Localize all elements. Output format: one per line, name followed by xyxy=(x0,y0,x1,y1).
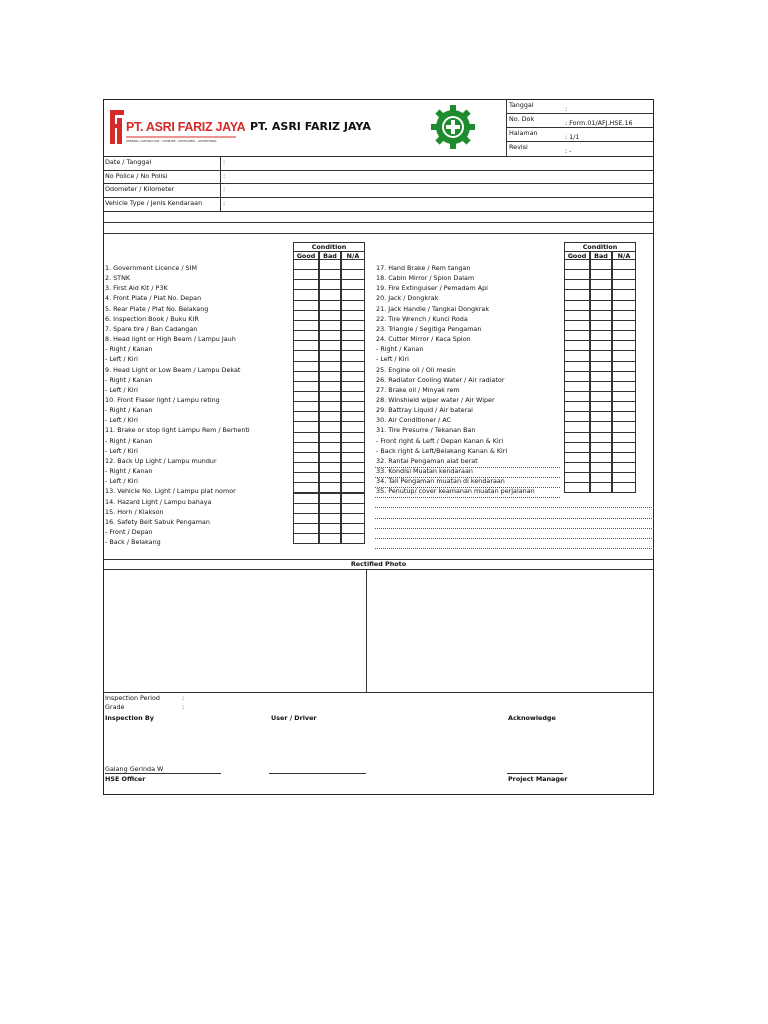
divider xyxy=(103,692,654,693)
checklist-item: 6. Inspection Book / Buku KIR xyxy=(105,314,199,323)
checklist-item: - Right / Kanan xyxy=(376,345,424,354)
checklist-item: 27. Brake oil / Minyak rem xyxy=(376,385,460,394)
divider xyxy=(375,497,560,498)
checklist-item: - Left / Kiri xyxy=(376,355,409,364)
checklist-item: - Left / Kiri xyxy=(105,446,138,455)
divider xyxy=(103,156,654,157)
divider xyxy=(375,487,560,488)
inspection-period-value[interactable]: : xyxy=(182,694,185,702)
checklist-item: 14. Hazard Light / Lampu bahaya xyxy=(105,497,212,506)
checklist-item: 30. Air Conditioner / AC xyxy=(376,416,451,425)
checklist-item: 23. Triangle / Segitiga Pengaman xyxy=(376,324,482,333)
doc-meta-label: Halaman xyxy=(509,129,538,137)
inspector-role: HSE Officer xyxy=(105,775,146,783)
checklist-item: - Front / Depan xyxy=(105,527,153,536)
checklist-item: 12. Back Up Light / Lampu mundur xyxy=(105,456,217,465)
checklist-item: 28. Winshield wiper water / Air Wiper xyxy=(376,396,495,404)
checklist-item: - Right / Kanan xyxy=(105,436,153,445)
divider xyxy=(506,127,654,128)
safety-cross-icon xyxy=(430,104,476,154)
checklist-item: 21. Jack Handle / Tangkai Dongkrak xyxy=(376,304,490,313)
checklist-item: 32. Rantai Pengaman alat berat xyxy=(376,456,478,465)
divider xyxy=(103,233,654,234)
divider xyxy=(103,197,654,198)
logo-text: PT. ASRI FARIZ JAYA xyxy=(126,120,246,134)
checklist-item: - Back / Belakang xyxy=(105,538,161,546)
grade-value[interactable]: : xyxy=(182,703,185,711)
checklist-item: - Right / Kanan xyxy=(105,375,153,384)
checklist-item: 22. Tire Wrench / Kunci Roda xyxy=(376,314,468,323)
vehicle-info-value[interactable]: : xyxy=(223,158,226,166)
vehicle-info-label: Date / Tanggal xyxy=(105,158,152,166)
company-logo xyxy=(108,108,246,150)
divider xyxy=(375,528,654,529)
condition-col-label: N/A xyxy=(617,252,631,260)
checklist-item: - Front right & Left / Depan Kanan & Kiri xyxy=(376,436,504,445)
checklist-item: 31. Tire Presurre / Tekanan Ban xyxy=(376,426,476,435)
doc-meta-value: : xyxy=(565,105,568,113)
checklist-item: 20. Jack / Dongkrak xyxy=(376,294,439,303)
checklist-item: 18. Cabin Mirror / Spion Dalam xyxy=(376,274,475,283)
rectified-photo-title: Rectified Photo xyxy=(350,560,407,568)
doc-meta-label: Tanggal xyxy=(509,101,534,109)
condition-checkbox[interactable] xyxy=(564,482,590,493)
condition-checkbox[interactable] xyxy=(612,482,636,493)
condition-col-label: N/A xyxy=(346,252,360,260)
divider xyxy=(103,222,654,223)
divider xyxy=(375,507,654,508)
checklist-item: - Right / Kanan xyxy=(105,467,153,475)
signature-line xyxy=(269,773,366,774)
condition-col-label: Bad xyxy=(594,252,608,260)
checklist-item: 4. Front Plate / Plat No. Depan xyxy=(105,294,202,303)
checklist-item: - Left / Kiri xyxy=(105,416,138,425)
divider xyxy=(103,183,654,184)
checklist-item: 34. Tali Pengaman muatan di kendaraan xyxy=(376,477,505,486)
grade-label: Grade xyxy=(105,703,125,711)
condition-title: Condition xyxy=(582,243,618,251)
checklist-item: - Back right & Left/Belakang Kanan & Kiri xyxy=(376,446,508,455)
checklist-item: 8. Head light or High Beam / Lampu Jauh xyxy=(105,335,236,344)
divider xyxy=(375,467,560,468)
vehicle-info-value[interactable]: : xyxy=(223,185,226,193)
checklist-item: - Left / Kiri xyxy=(105,477,138,486)
checklist-item: 1. Government Licence / SIM xyxy=(105,264,197,272)
doc-meta-value: : 1/1 xyxy=(565,133,580,141)
checklist-item: 17. Hand Brake / Rem tangan xyxy=(376,264,471,272)
checklist-item: 11. Brake or stop light Lampu Rem / Berhenti xyxy=(105,426,250,435)
condition-col-label: Bad xyxy=(323,252,337,260)
checklist-item: 33. Kondisi Muatan kendaraan xyxy=(376,467,473,475)
vehicle-info-label: No Police / No Polisi xyxy=(105,172,168,180)
divider xyxy=(375,538,654,539)
checklist-item: - Right / Kanan xyxy=(105,345,153,354)
vehicle-info-value[interactable]: : xyxy=(223,172,226,180)
signature-line xyxy=(507,773,563,774)
doc-meta-label: Revisi xyxy=(509,143,528,151)
vehicle-info-label: Odometer / Kilometer xyxy=(105,185,175,193)
divider xyxy=(375,548,654,549)
checklist-item: 35. Penutup/ cover keamanan muatan perjalanan xyxy=(376,487,535,496)
checklist-item: 24. Cutter Mirror / Kaca Spion xyxy=(376,335,471,344)
divider xyxy=(375,518,654,519)
checklist-item: - Left / Kiri xyxy=(105,355,138,364)
checklist-item: 2. STNK xyxy=(105,274,131,283)
divider xyxy=(103,211,654,212)
vehicle-info-value[interactable]: : xyxy=(223,199,226,207)
acknowledge-label: Acknowledge xyxy=(508,714,556,722)
divider xyxy=(506,141,654,142)
vehicle-info-label: Vehicle Type / Jenis Kendaraan xyxy=(105,199,203,207)
condition-checkbox[interactable] xyxy=(590,482,612,493)
checklist-item: 15. Horn / Klakson xyxy=(105,507,164,516)
divider xyxy=(375,477,560,478)
condition-title: Condition xyxy=(311,243,347,251)
inspector-name: Galang Gerinda W xyxy=(105,765,164,773)
photo-slot-left[interactable] xyxy=(104,570,366,691)
doc-meta-value: : - xyxy=(565,147,572,155)
checklist-item: 5. Rear Plate / Plat No. Belakang xyxy=(105,304,209,313)
photo-slot-right[interactable] xyxy=(367,570,653,691)
condition-col-label: Good xyxy=(567,252,587,260)
checklist-item: 10. Front Flaser light / Lampu reting xyxy=(105,396,220,404)
condition-checkbox[interactable] xyxy=(341,533,365,544)
checklist-item: - Left / Kiri xyxy=(105,385,138,394)
condition-checkbox[interactable] xyxy=(319,533,341,544)
checklist-item: - Right / Kanan xyxy=(105,406,153,415)
checklist-item: 25. Engine oil / Oli mesin xyxy=(376,365,456,374)
checklist-item: 19. Fire Extinguiser / Pemadam Api xyxy=(376,284,488,293)
checklist-item: 3. First Aid Kit / P3K xyxy=(105,284,168,293)
divider xyxy=(103,170,654,171)
signature-line xyxy=(105,773,221,774)
checklist-item: 13. Vehicle No. Light / Lampu plat nomor xyxy=(105,487,236,496)
logo-tagline: GENERAL CONTRACTOR - SUPPLIER - DEVELOPER - ADVERTISING xyxy=(126,139,217,143)
checklist-item: 16. Safety Belt Sabuk Pengaman xyxy=(105,517,210,526)
checklist-item: 7. Spare tire / Ban Cadangan xyxy=(105,324,198,333)
divider xyxy=(506,113,654,114)
inspection-by-label: Inspection By xyxy=(105,714,154,722)
doc-meta-label: No. Dok xyxy=(509,115,535,123)
company-name: PT. ASRI FARIZ JAYA xyxy=(250,120,371,133)
checklist-item: 9. Head Light or Low Beam / Lampu Dekat xyxy=(105,365,241,374)
condition-checkbox[interactable] xyxy=(293,533,319,544)
checklist-item: 29. Battray Liquid / Air baterai xyxy=(376,406,473,415)
manager-role: Project Manager xyxy=(508,775,568,783)
inspection-period-label: Inspection Period xyxy=(105,694,160,702)
condition-col-label: Good xyxy=(296,252,316,260)
user-driver-label: User / Driver xyxy=(271,714,317,722)
checklist-item: 26. Radiator Cooling Water / Air radiator xyxy=(376,375,505,384)
doc-meta-value: : Form.01/AFJ.HSE.16 xyxy=(565,119,633,127)
